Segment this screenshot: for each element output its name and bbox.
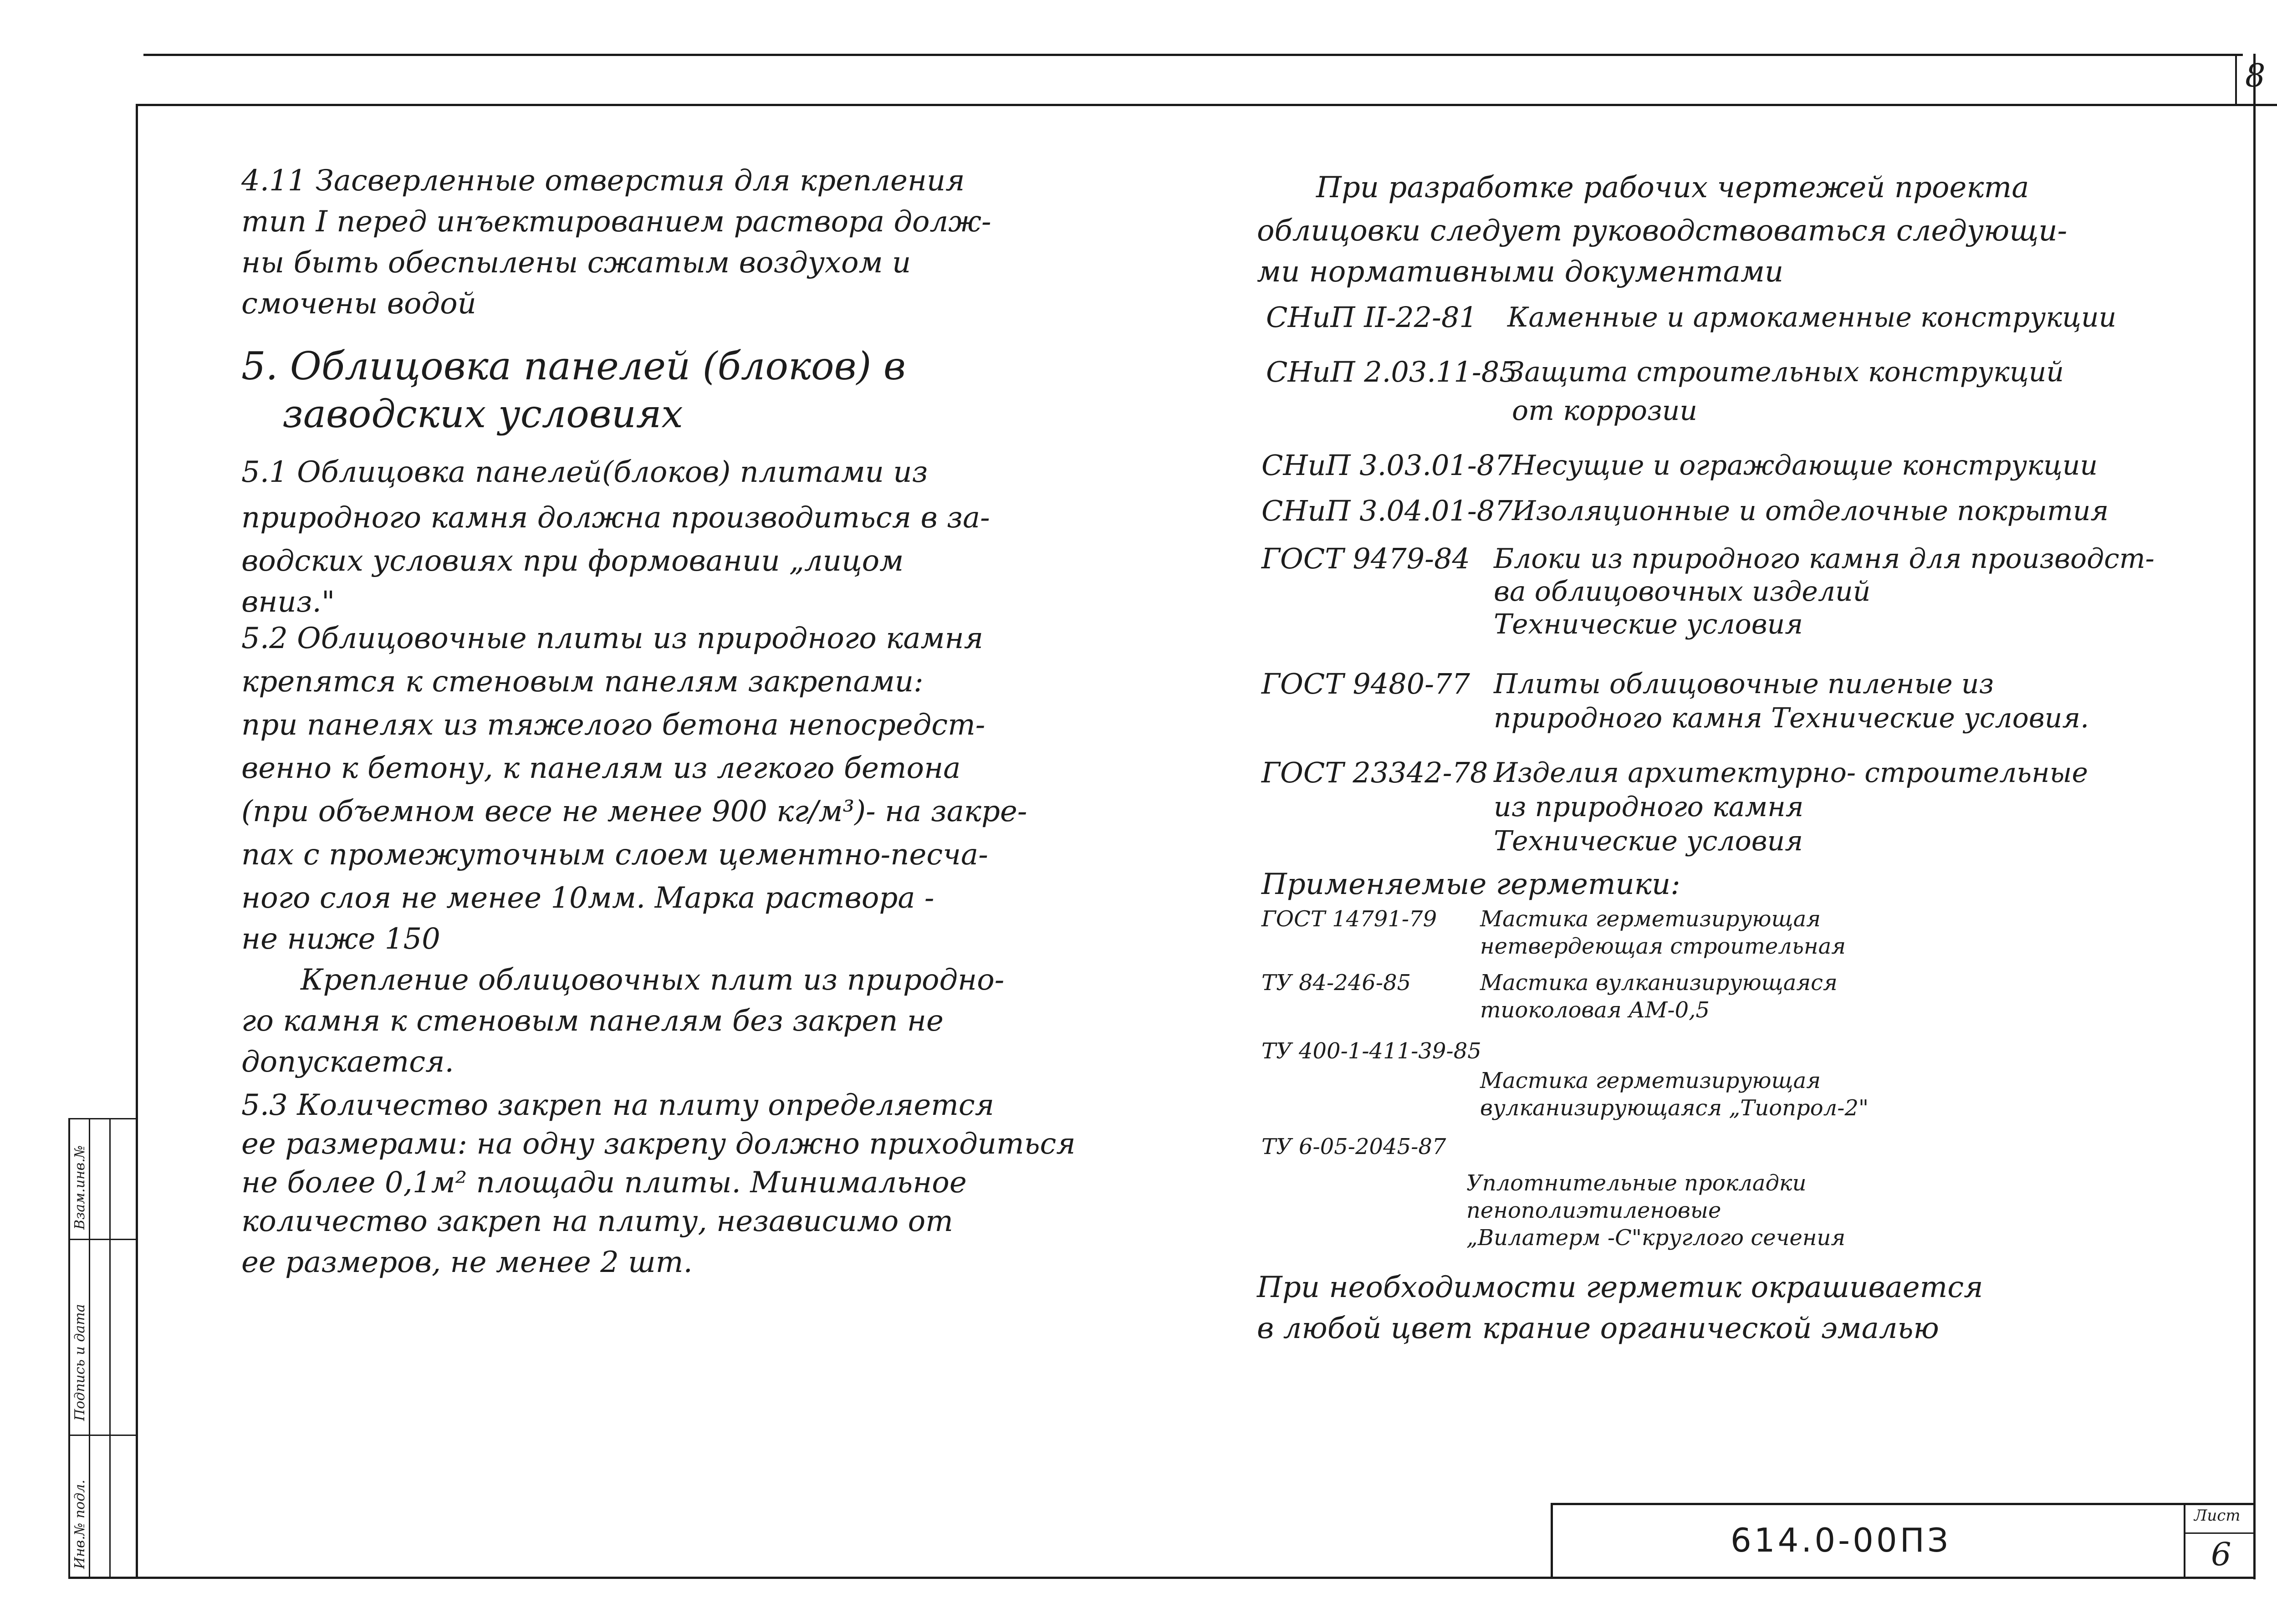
text-line: ее размерами: на одну закрепу должно приходиться	[241, 1127, 1076, 1161]
norm-text: Плиты облицовочные пиленые из	[1494, 668, 1994, 700]
text-line: смочены водой	[241, 287, 476, 321]
side-stamp-col3: Взам.инв.№	[72, 1145, 88, 1230]
text-line: ее размеров, не менее 2 шт.	[241, 1246, 693, 1279]
frame-bottom	[68, 1577, 2254, 1579]
side-stamp-h3	[68, 1435, 137, 1436]
side-stamp-frame-left	[68, 1118, 70, 1578]
text-line: не ниже 150	[241, 922, 440, 956]
text-line: количество закреп на плиту, независимо от	[241, 1205, 953, 1238]
text-line: 4.11 Засверленные отверстия для крепления	[241, 164, 965, 198]
norm-code: СНиП 3.03.01-87	[1261, 449, 1513, 482]
text-line: облицовки следует руководствоваться следующи-	[1257, 214, 2068, 248]
sealant-text: Мастика герметизирующая	[1480, 1068, 1821, 1093]
text-line: При разработке рабочих чертежей проекта	[1316, 171, 2029, 204]
title-block-top	[1551, 1503, 2254, 1505]
text-line: При необходимости герметик окрашивается	[1257, 1271, 1983, 1304]
title-block-list-line	[2184, 1532, 2254, 1534]
text-line: ного слоя не менее 10мм. Марка раствора -	[241, 881, 934, 915]
side-stamp-col1: Инв.№ подл.	[72, 1480, 88, 1569]
document-code: 614.0-00ПЗ	[1731, 1521, 1951, 1559]
frame-right	[2253, 54, 2256, 1579]
norm-code: СНиП II-22-81	[1266, 301, 1477, 334]
text-line: го камня к стеновым панелям без закреп не	[241, 1004, 944, 1038]
frame-left	[136, 104, 138, 1578]
page-number-box-left	[2235, 54, 2237, 104]
norm-text: Изоляционные и отделочные покрытия	[1512, 495, 2109, 527]
list-label: Лист	[2194, 1507, 2241, 1525]
text-line: тип I перед инъектированием раствора долж-	[241, 205, 991, 239]
norm-text: от коррозии	[1512, 395, 1697, 427]
norm-code: ГОСТ 23342-78	[1261, 756, 1488, 789]
sealant-text: пенополиэтиленовые	[1466, 1198, 1721, 1223]
sealant-code: ТУ 6-05-2045-87	[1261, 1134, 1446, 1159]
text-line: при панелях из тяжелого бетона непосредст-	[241, 708, 985, 742]
side-stamp-h2	[68, 1239, 137, 1240]
section-title-line: заводских условиях	[282, 392, 683, 436]
text-line: 5.3 Количество закреп на плиту определяется	[241, 1088, 995, 1122]
sealant-text: вулканизирующаяся „Тиопрол-2"	[1480, 1095, 1869, 1121]
sealant-code: ГОСТ 14791-79	[1261, 906, 1437, 932]
text-line: (при объемном весе не менее 900 кг/м³)- на закре-	[241, 795, 1027, 828]
list-number: 6	[2211, 1536, 2231, 1573]
title-block-divider	[2184, 1503, 2185, 1578]
norm-code: ГОСТ 9480-77	[1261, 667, 1470, 700]
text-line: пах с промежуточным слоем цементно-песча-	[241, 838, 988, 872]
side-stamp-col2: Подпись и дата	[72, 1304, 88, 1421]
title-block-left	[1551, 1503, 1553, 1578]
norm-text: Изделия архитектурно- строительные	[1494, 757, 2088, 789]
top-page-number: 8	[2245, 57, 2266, 94]
text-line: Крепление облицовочных плит из природно-	[301, 963, 1005, 997]
text-line: ми нормативными документами	[1257, 255, 1784, 289]
text-line: ны быть обеспылены сжатым воздухом и	[241, 246, 911, 280]
text-line: допускается.	[241, 1045, 454, 1079]
norm-text: ва облицовочных изделий	[1494, 576, 1871, 608]
frame-top	[137, 104, 2277, 106]
norm-text: Каменные и армокаменные конструкции	[1507, 301, 2117, 333]
text-line: венно к бетону, к панелям из легкого бетона	[241, 751, 961, 785]
norm-text: Защита строительных конструкций	[1507, 356, 2064, 388]
section-title-line: 5. Облицовка панелей (блоков) в	[241, 344, 906, 388]
sealants-heading: Применяемые герметики:	[1261, 868, 1680, 901]
sealant-code: ТУ 84-246-85	[1261, 970, 1411, 996]
norm-text: Технические условия	[1494, 608, 1803, 640]
text-line: природного камня должна производиться в за-	[241, 501, 990, 535]
norm-code: ГОСТ 9479-84	[1261, 542, 1470, 575]
text-line: не более 0,1м² площади плиты. Минимальное	[241, 1166, 967, 1200]
sealant-text: „Вилатерм -С"круглого сечения	[1466, 1225, 1846, 1251]
norm-text: природного камня Технические условия.	[1494, 702, 2089, 734]
top-rule	[143, 54, 2243, 56]
norm-text: Блоки из природного камня для производст-	[1494, 543, 2154, 575]
text-line: 5.1 Облицовка панелей(блоков) плитами из	[241, 455, 928, 489]
text-line: водских условиях при формовании „лицом	[241, 544, 904, 578]
norm-code: СНиП 3.04.01-87	[1261, 494, 1513, 527]
text-line: 5.2 Облицовочные плиты из природного камня	[241, 622, 984, 655]
norm-text: Технические условия	[1494, 825, 1803, 857]
sealant-text: Мастика вулканизирующаяся	[1480, 970, 1838, 996]
norm-text: из природного камня	[1494, 791, 1804, 823]
sealant-text: Уплотнительные прокладки	[1466, 1170, 1807, 1196]
side-stamp-divider-1	[89, 1118, 90, 1578]
text-line: в любой цвет крание органической эмалью	[1257, 1312, 1939, 1345]
sealant-text: Мастика герметизирующая	[1480, 906, 1821, 932]
sealant-text: тиоколовая АМ-0,5	[1480, 997, 1710, 1023]
text-line: крепятся к стеновым панелям закрепами:	[241, 665, 924, 699]
side-stamp-divider-2	[109, 1118, 111, 1578]
sealant-text: нетвердеющая строительная	[1480, 934, 1846, 959]
text-line: вниз."	[241, 585, 335, 619]
side-stamp-h1	[68, 1118, 137, 1119]
norm-code: СНиП 2.03.11-85	[1266, 355, 1517, 388]
sealant-code: ТУ 400-1-411-39-85	[1261, 1038, 1481, 1064]
norm-text: Несущие и ограждающие конструкции	[1512, 449, 2098, 481]
